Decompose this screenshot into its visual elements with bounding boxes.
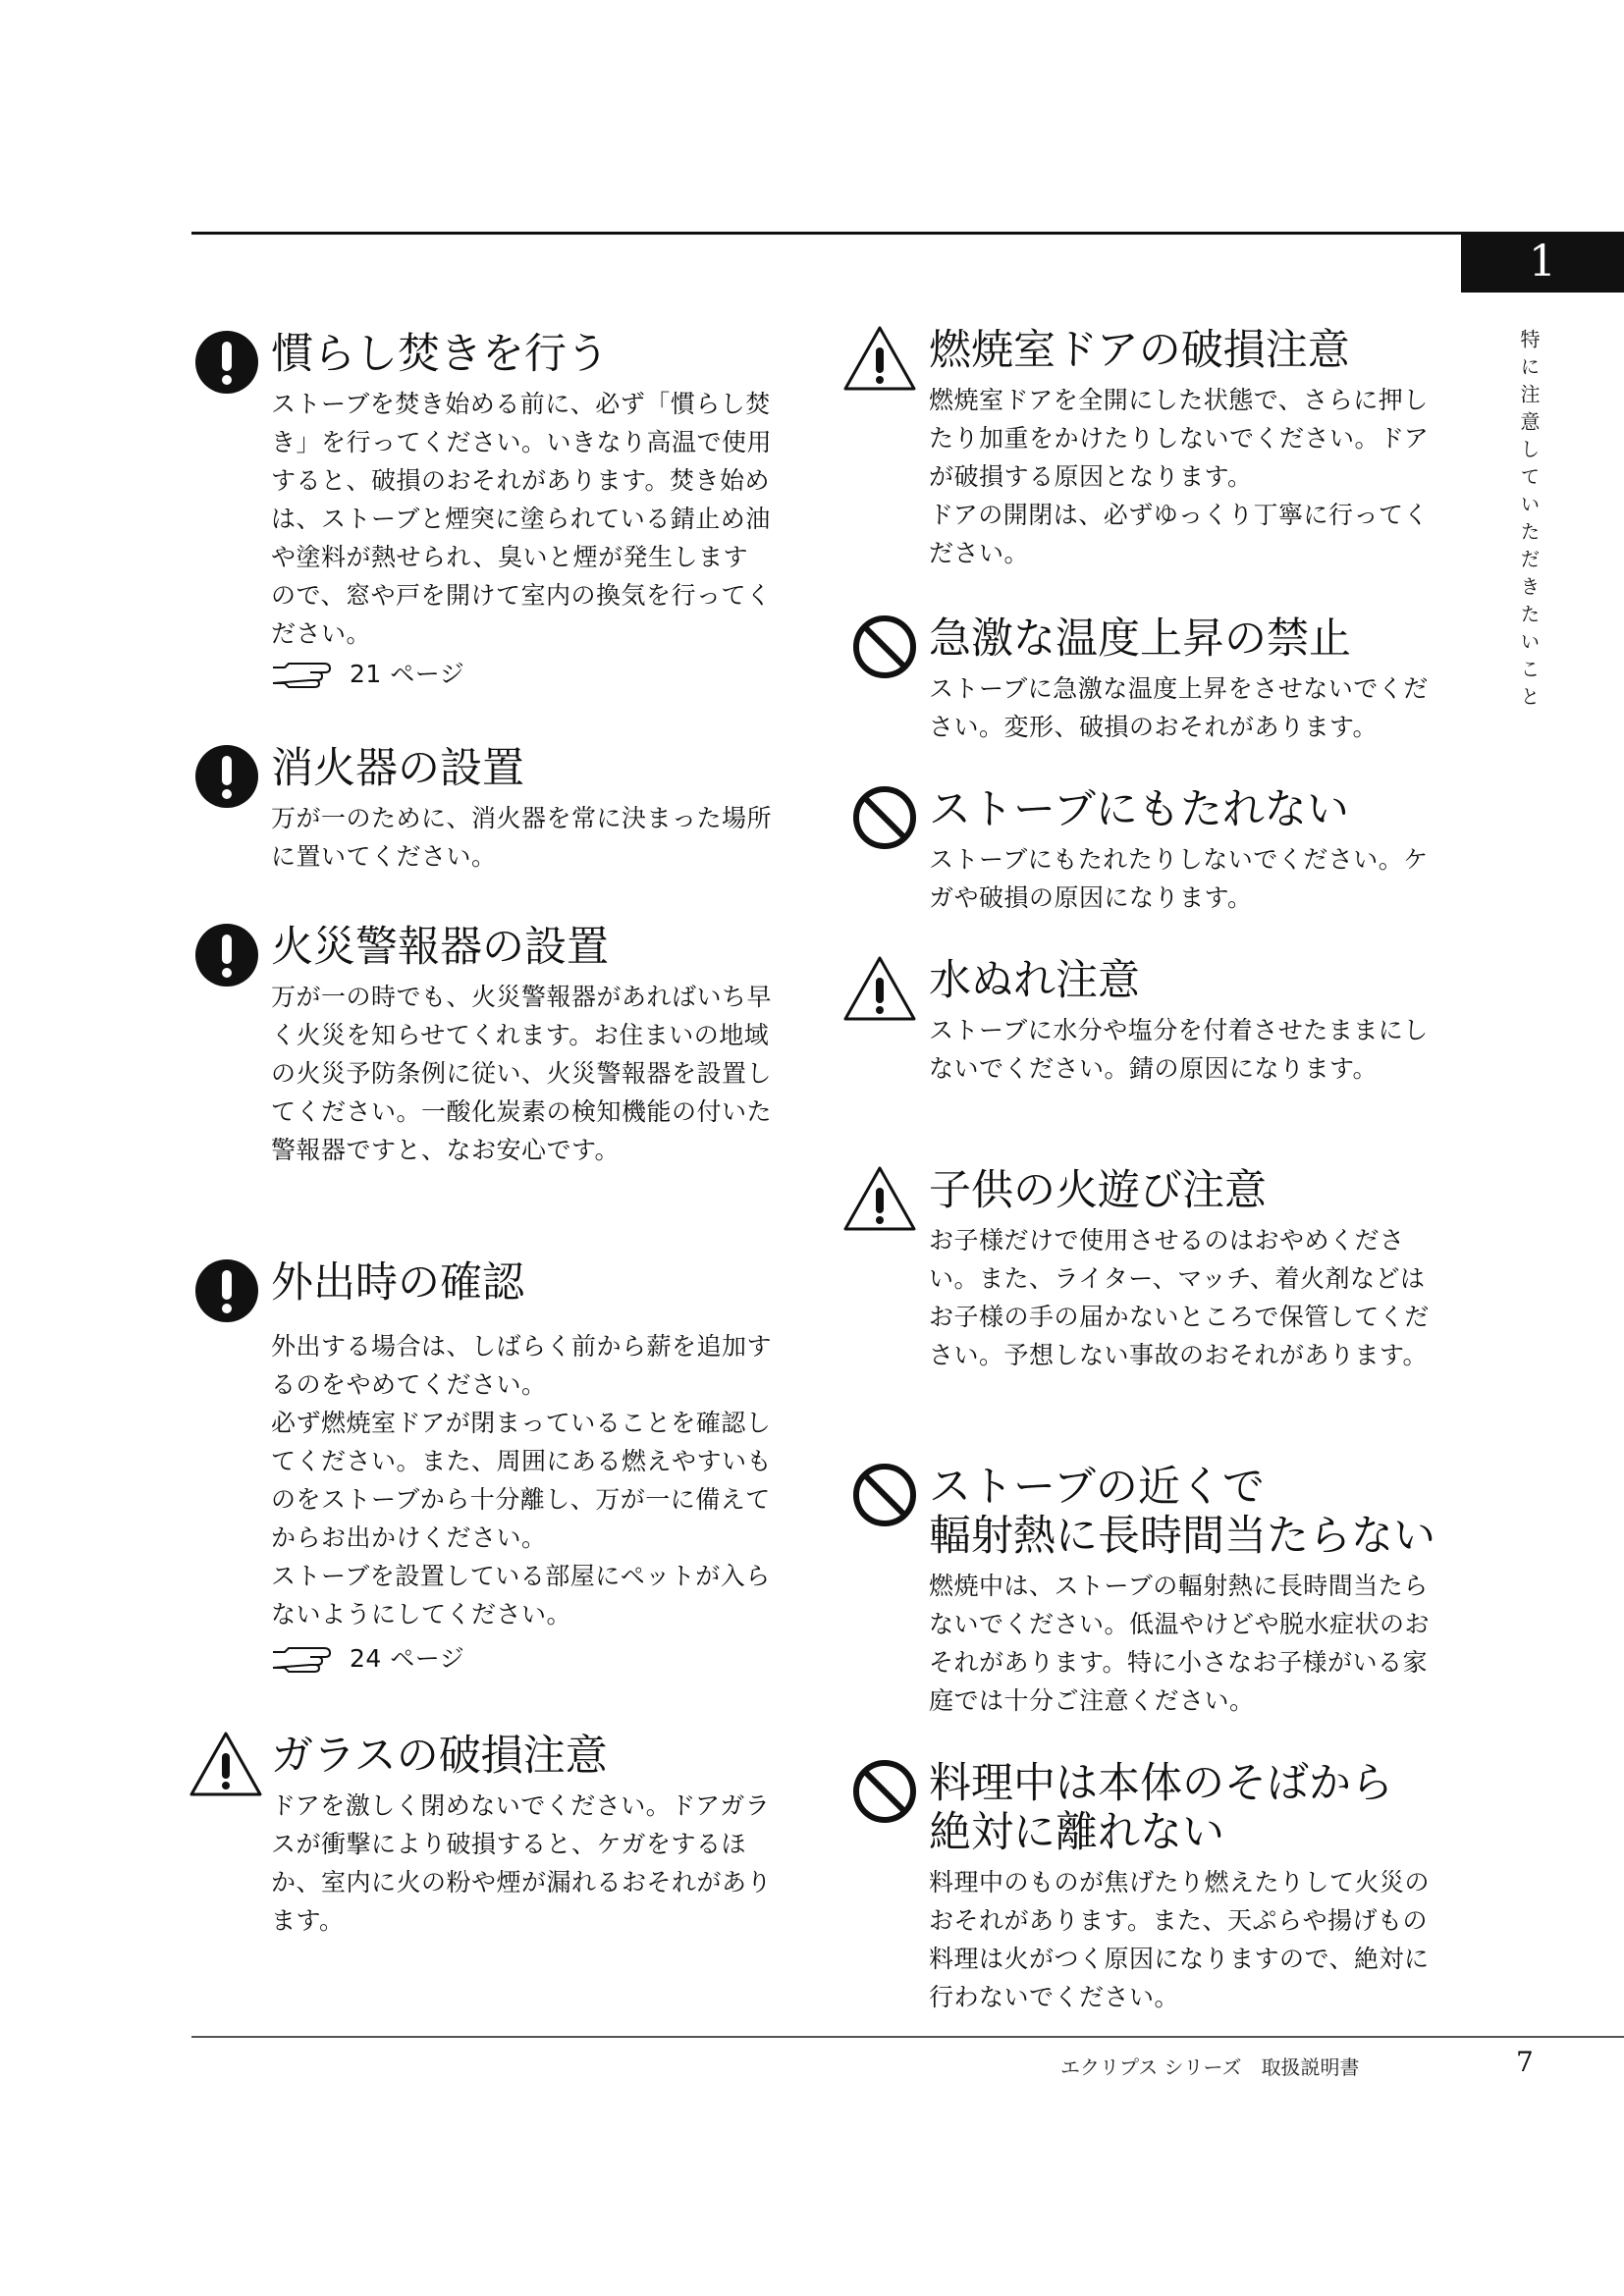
- chapter-side-title: 特に注意していただきたいこと: [1517, 329, 1541, 714]
- section-body: [929, 1011, 1435, 1088]
- section-paragraph: お子様だけで使用させるのはおやめください。また、ライター、マッチ、着火剤などはお子様の手の届かないところで保管してください。予想しない事故のおそれがあります。: [929, 1226, 1430, 1369]
- chapter-number: 1: [1461, 232, 1624, 293]
- section-body: [929, 1567, 1435, 1720]
- section-title: 燃焼室ドアの破損注意: [929, 326, 1350, 375]
- warning-triangle-icon: [842, 954, 917, 1023]
- section-paragraph: ストーブに水分や塩分を付着させたままにしないでください。錆の原因になります。: [929, 1016, 1429, 1083]
- section-title: ストーブにもたれない: [929, 785, 1349, 834]
- exclamation-circle-icon: [192, 921, 261, 989]
- section-paragraph: 万が一のために、消火器を常に決まった場所に置いてください。: [271, 804, 773, 871]
- section-paragraph: 万が一の時でも、火災警報器があればいち早く火災を知らせてくれます。お住まいの地域の火災予防条例に従い、火災警報器を設置してください。一酸化炭素の検知機能の付いた警報器ですと、なお安心です。: [271, 983, 773, 1164]
- section-body: [271, 1787, 772, 1940]
- section-title: 水ぬれ注意: [929, 956, 1140, 1005]
- section-title: 急激な温度上昇の禁止: [929, 614, 1351, 664]
- section-title-line-2: 輻射熱に長時間当たらない: [929, 1512, 1435, 1561]
- warning-triangle-icon: [842, 324, 917, 393]
- section-body: [271, 799, 772, 876]
- section-paragraph: ドアの開閉は、必ずゆっくり丁寧に行ってください。: [929, 501, 1430, 567]
- exclamation-circle-icon: [192, 328, 261, 397]
- page-reference-label: 21 ページ: [350, 660, 465, 688]
- section-title: 子供の火遊び注意: [929, 1166, 1267, 1215]
- page-reference[interactable]: [271, 655, 772, 693]
- section-title: 火災警報器の設置: [271, 923, 609, 972]
- section-title-line-1: 料理中は本体のそばから: [929, 1759, 1393, 1808]
- warning-triangle-icon: [189, 1730, 263, 1798]
- page-reference[interactable]: [271, 1639, 772, 1678]
- section-paragraph: 燃焼室ドアを全開にした状態で、さらに押したり加重をかけたりしないでください。ドアが破損する原因となります。: [929, 386, 1430, 491]
- section-title: ガラスの破損注意: [271, 1732, 608, 1781]
- exclamation-circle-icon: [192, 742, 261, 811]
- bottom-rule: [191, 2036, 1624, 2038]
- section-paragraph: 外出する場合は、しばらく前から薪を追加するのをやめてください。: [271, 1332, 773, 1399]
- section-title: 外出時の確認: [271, 1258, 524, 1308]
- section-body: [929, 840, 1435, 917]
- section-body: [929, 669, 1435, 746]
- section-title-line-1: ストーブの近くで: [929, 1463, 1265, 1512]
- section-title-line-2: 絶対に離れない: [929, 1808, 1224, 1857]
- section-body: [271, 385, 772, 693]
- exclamation-circle-icon: [192, 1256, 261, 1325]
- section-paragraph: ストーブを設置している部屋にペットが入らないようにしてください。: [271, 1562, 771, 1629]
- section-body: [929, 381, 1435, 572]
- prohibition-icon: [850, 1461, 919, 1529]
- page-reference-label: 24 ページ: [350, 1644, 465, 1673]
- section-paragraph: ストーブを焚き始める前に、必ず「慣らし焚き」を行ってください。いきなり高温で使用すると、破損のおそれがあります。焚き始めは、ストーブと煙突に塗られている錆止め油や塗料が熱せられ、臭いと煙が発生しますので、窓や戸を開けて室内の換気を行ってください。: [271, 390, 773, 648]
- footer-manual-title: エクリプス シリーズ 取扱説明書: [1060, 2056, 1360, 2079]
- section-paragraph: 燃焼中は、ストーブの輻射熱に長時間当たらないでください。低温やけどや脱水症状のおそれがあります。特に小さなお子様がいる家庭では十分ご注意ください。: [929, 1572, 1431, 1715]
- section-title: 慣らし焚きを行う: [271, 330, 609, 379]
- section-title: 消火器の設置: [271, 744, 524, 793]
- page-number: 7: [1516, 2046, 1534, 2078]
- section-body: [929, 1863, 1435, 2016]
- section-body: [271, 978, 772, 1169]
- section-body: [929, 1221, 1435, 1374]
- prohibition-icon: [850, 1757, 919, 1826]
- section-paragraph: 必ず燃焼室ドアが閉まっていることを確認してください。また、周囲にある燃えやすいものをストーブから十分離し、万が一に備えてからお出かけください。: [271, 1409, 773, 1552]
- pointing-hand-icon: [271, 660, 336, 689]
- prohibition-icon: [850, 613, 919, 681]
- section-paragraph: ドアを激しく閉めないでください。ドアガラスが衝撃により破損すると、ケガをするほか、室内に火の粉や煙が漏れるおそれがあります。: [271, 1791, 773, 1935]
- section-paragraph: 料理中のものが焦げたり燃えたりして火災のおそれがあります。また、天ぷらや揚げもの料理は火がつく原因になりますので、絶対に行わないでください。: [929, 1868, 1431, 2011]
- top-rule: [191, 232, 1624, 235]
- section-body: [271, 1327, 772, 1678]
- prohibition-icon: [850, 783, 919, 852]
- section-paragraph: ストーブにもたれたりしないでください。ケガや破損の原因になります。: [929, 845, 1429, 912]
- pointing-hand-icon: [271, 1644, 336, 1674]
- warning-triangle-icon: [842, 1164, 917, 1233]
- section-paragraph: ストーブに急激な温度上昇をさせないでください。変形、破損のおそれがあります。: [929, 674, 1429, 741]
